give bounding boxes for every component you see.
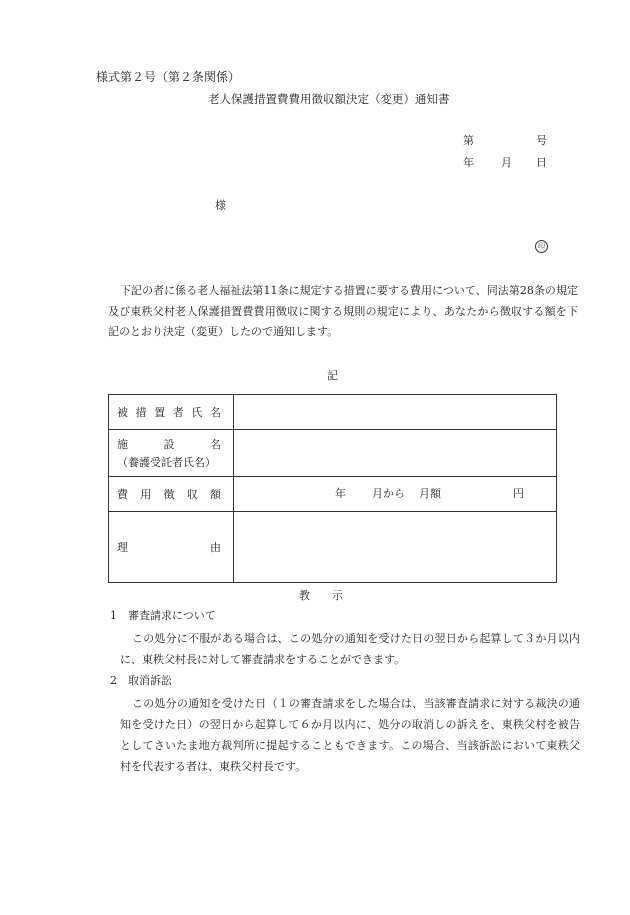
label-char: 費 [117,488,128,501]
ki-heading: 記 [327,369,338,382]
label-char: 由 [210,541,221,554]
addressee-suffix: 様 [215,199,226,212]
reason-cell [234,512,557,583]
label-char: 氏 [191,406,203,419]
doc-number-suffix: 号 [536,134,547,147]
label-char: 徴 [163,488,175,501]
label-char: 額 [210,488,221,501]
label-char: 被 [117,406,128,419]
notice-heading: 教 示 [299,589,343,602]
spread-label [117,486,221,502]
table-row [109,477,557,512]
notice-item2-title: 2 取消訴訟 [110,674,172,687]
fee-monthly: 月額 [419,487,441,500]
facility-cell [234,430,557,477]
form-number: 様式第２号（第２条関係） [96,70,241,84]
notice-item2-body: この処分の通知を受けた日（１の審査請求をした場合は、当該審査請求に対する裁決の通知を受けた日）の翌日から起算して６か月以内に、処分の取消しの訴えを、東秩父村を被告としてさいたま地方裁判所に提起することもできます。この場合、当該訴訟において東秩父村を代表する者は、東秩父村長です。 [120,697,580,773]
facility-sublabel: （養護受託者氏名） [117,456,216,469]
person-name-cell [234,395,557,430]
document-title: 老人保護措置費費用徴収額決定（変更）通知書 [208,92,450,106]
spread-label [117,436,221,452]
date-month: 月 [501,156,512,169]
date-day: 日 [536,156,547,169]
row-label-facility [109,430,234,477]
table-row [109,512,557,583]
doc-number-prefix: 第 [463,134,474,147]
label-char: 名 [210,438,221,451]
fee-from: 月から [372,487,405,500]
label-char: 設 [163,438,175,451]
label-char: 収 [186,488,198,501]
notice-item1-title: 1 審査請求について [110,609,216,622]
seal-mark: 印 [535,240,548,253]
label-char: 用 [140,488,152,501]
spread-label [117,539,221,555]
label-char: 措 [135,406,147,419]
notice-item1-body: この処分に不服がある場合は、この処分の通知を受けた日の翌日から起算して３か月以内に、東秩父村長に対して審査請求をすることができます。 [120,632,580,666]
label-char: 者 [172,406,184,419]
spread-label [117,404,221,420]
fee-yen: 円 [513,487,524,500]
row-label-fee [109,477,234,512]
intro-paragraph: 下記の者に係る老人福祉法第11条に規定する措置に要する費用について、同法第28条の規定及び東秩父村老人保護措置費費用徴収に関する規則の規定により、あなたから徴収する額を下記のとおり決定（変更）したので通知します。 [108,284,578,338]
table-row [109,395,557,430]
table-row [109,430,557,477]
fee-year: 年 [335,487,346,500]
row-label-reason [109,512,234,583]
row-label-person [109,395,234,430]
label-char: 置 [154,406,166,419]
record-table [108,394,557,583]
label-char: 理 [117,541,128,554]
label-char: 名 [209,406,221,419]
date-year: 年 [463,156,474,169]
fee-cell [234,477,557,512]
label-char: 施 [117,438,128,451]
